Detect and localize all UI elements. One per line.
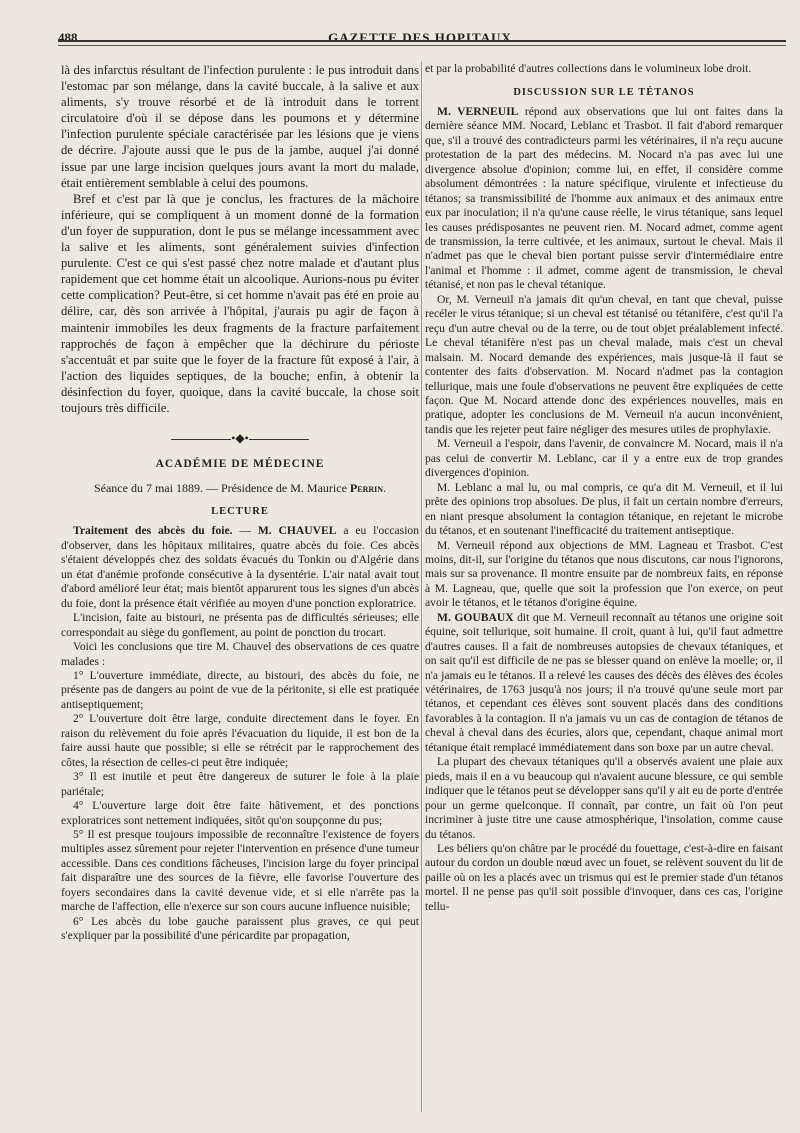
right-column [425,62,783,1117]
speaker-goubaux: M. GOUBAUX [437,610,514,624]
paragraph: Voici les conclusions que tire M. Chauvel des observations de ces quatre malades : [61,640,419,668]
list-item: 2° L'ouverture doit être large, conduite directement dans le foyer. En raison du relèvement du foie après l'évacuation du liquide, il est bon de la faire aussi haute que possible; si elle se rétrécit par le rapprochement des côtes, la résection de celles-ci peut être indiquée; [61,712,419,769]
paragraph-text: répond aux observations que lui ont faites dans la dernière séance MM. Nocard, Leblanc et Trasbot. Il fait d'abord remarquer que, s'il a trouvé des contradicteurs parmi les vétérinaires, il n'a reçu aucune protestation de la part des médecins. M. Nocard n'a pas avec lui une divergence absolue d'opinion; comme lui, en effet, il considère comme absolument démontrées : la nature spécifique, virulente et infectieuse du tétanos; sa transmissibilité de l'homme aux animaux et des animaux entre eux par inoculation; il n'a qu'une cause réelle, le virus tétanique, sans lequel les causes prédisposantes ne peuvent rien. M. Nocard admet, comme agent de transmission, la terre cultivée, et les animaux, surtout le cheval. Mais il n'admet pas que le cheval bien portant puisse servir d'intermédiaire entre l'animal et l'homme : il admet, comme agent de transmission, le cheval tétanisé, et non pas le cheval tétanique. [425,104,783,292]
paragraph: là des infarctus résultant de l'infection purulente : le pus introduit dans l'estomac par son mélange, dans la cavité buccale, à la salive et aux aliments, s'y trouve résorbé et de là introduit dans le torrent circulatoire d'où il se dépose dans les poumons et y détermine l'infection purulente spéciale caractérisée par les lésions que je viens de décrire. J'ajoute aussi que le pus de la jambe, auquel j'ai donné issue par une large incision quelques jours avant la mort du malade, était entièrement semblable à celui des poumons. [61,63,419,190]
list-item: 1° L'ouverture immédiate, directe, au bistouri, des abcès du foie, ne présente pas de dangers au point de vue de la péritonite, si elle est pratiquée antiseptiquement; [61,668,419,711]
paragraph: M. Verneuil a l'espoir, dans l'avenir, de convaincre M. Nocard, mais il n'a pas celui de convertir M. Leblanc, car il y a entre eux de trop grandes divergences d'opinion. [425,437,783,480]
paragraph: Or, M. Verneuil n'a jamais dit qu'un cheval, en tant que cheval, puisse recéler le virus tétanique; si un cheval est tétanisé ou tétanifère, c'est qu'il l'a reçu d'un autre cheval ou de la terre, ou de tout objet préalablement infecté. Le cheval tétanifère n'est pas un cheval malade, mais c'est un cheval malsain. M. Nocard demande des expériences, mais jusque-là il faut se contenter des faits d'observation. M. Nocard n'admet pas la contagion tellurique, mais une foule d'observations ne peuvent être expliquées de cette façon. Que M. Nocard attende donc des expériences nouvelles, mais en pratique, adopter les conclusions de M. Verneuil n'a aucun inconvénient, tandis que les rejeter peut faire négliger des mesures utiles de prophylaxie. [425,292,783,436]
section-title-discussion: DISCUSSION SUR LE TÉTANOS [513,87,695,99]
paragraph [425,105,783,293]
section-ornament: •◆• [61,430,419,446]
paragraph-text: dit que M. Verneuil reconnaît au tétanos une origine soit équine, soit tellurique, soit humaine. Il croit, quant à lui, qu'il faut admettre d'autres causes. Il a fait de nombreuses autopsies de chevaux tétaniques, et on sait qu'il est difficile de ne pas se blesser quand on enlève la moelle; or, il n'a jamais eu le tétanos. Il a relevé les causes des décès des élèves des écoles vétérinaires, de 1763 jusqu'à nos jours; il n'a trouvé qu'une seule mort par tétanos, et cependant ces élèves sont souvent placés dans des conditions favorables à la contagion. Il n'a jamais vu un cas de contagion de tétanos de cheval à cheval dans des écuries, alors que, cependant, chaque animal mort tétanique était remplacé immédiatement dans son boxe par un autre cheval. [425,610,783,754]
paragraph: M. Verneuil répond aux objections de MM. Lagneau et Trasbot. C'est moins, dit-il, sur l'origine du tétanos que nous discutons, car nous l'ignorons, mais sur sa provenance. Il montre ensuite par de nombreux faits, en réponse à M. Lagneau, que, quelle que soit la profession que l'on exerce, on peut avoir le tétanos, et le tétanos d'origine équine. [425,538,783,610]
page-number: 488 [58,30,78,45]
paragraph: La plupart des chevaux tétaniques qu'il a observés avaient une plaie aux pieds, mais il en a vu beaucoup qui n'avaient aucune blessure, ce qui semble indiquer que le tétanos peut se développer sans qu'il y ait eu de porte d'entrée pour un germe quelconque. Il connaît, par contre, un fait où l'on peut incriminer à juste titre une cause atmosphérique, l'insolation, comme cause du tétanos. [425,755,783,841]
running-title: GAZETTE DES HOPITAUX [328,30,512,45]
seance-line [61,480,419,496]
list-item: 3° Il est inutile et peut être dangereux de suturer le foie à la plaie pariétale; [61,770,419,798]
paragraph: Les béliers qu'on châtre par le procédé du fouettage, c'est-à-dire en faisant autour du cordon un double nœud avec un fouet, se relèvent souvent du lit de paille où on les a placés avec un trismus qui est le premier stade d'un tétanos mortel. Il ne pense pas qu'il soit possible d'invoquer, dans ces cas, l'origine tellu- [425,842,783,913]
seance-end: . [383,481,387,496]
column-divider [421,62,422,1112]
seance-text: Séance du 7 mai 1889. — Présidence de M. Maurice [93,481,350,496]
header-rule-thick [58,40,786,42]
list-item: 4° L'ouverture large doit être faite hâtivement, et des ponctions exploratrices sont nettement indiquées, sitôt qu'on soupçonne du pus; [61,799,419,827]
paragraph: Bref et c'est par là que je conclus, les fractures de la mâchoire inférieure, qui se compliquent à un moment donné de la formation d'un foyer de suppuration, dont le pus se mélange incessamment avec la salive et les aliments, sont généralement suivies d'infection purulente. C'est ce qui s'est passé chez notre malade et d'autant plus rapidement que cet homme était un alcoolique. Aurions-nous pu éviter cette complication? Peut-être, si cet homme n'avait pas été en proie au délire, car, dès son arrivée à l'hôpital, j'aurais pu agir de façon à maintenir immobiles les deux fragments de la fracture parfaitement rapprochés de façon à empêcher que la déchirure du périoste s'accentuât et par suite que le foyer de la fracture fût exposé à l'air, à l'action des liquides septiques, de la bouche; enfin, à obtenir la désinfection du foyer, quoique, dans la cavité buccale, la chose soit toujours très difficile. [61,191,419,415]
list-item: 5° Il est presque toujours impossible de reconnaître l'existence de foyers multiples assez sûrement pour rejeter l'intervention en présence d'une tumeur accessible. Dans ces conditions fâcheuses, l'incision large du foyer principal fait disparaître une des sources de la fièvre, elle favorise l'ouverture des foyers secondaires dans la cavité devenue vide, et si elle n'arrête pas la marche de l'affection, elle n'exerce sur son cours aucune influence nuisible; [61,827,419,914]
left-column [61,62,419,1117]
subsection-title-lecture: LECTURE [211,506,269,518]
speaker-verneuil: M. VERNEUIL [437,104,519,118]
paragraph: et par la probabilité d'autres collections dans le volumineux lobe droit. [425,62,752,75]
lecture-lead: Traitement des abcès du foie. [73,524,233,538]
paragraph: Traitement des abcès du foie. — M. CHAUVEL a eu l'occasion d'observer, dans les hôpitaux militaires, quatre abcès du foie. Ces abcès s'étaient développés chez des soldats évacués du Tonkin ou d'Algérie dans un état d'anémie profonde consécutive à la dysentérie. L'air natal avait tout d'abord amélioré leur état; mais bientôt apparurent tous les signes d'un abcès du foie, dont la présence était vérifiée au moyen d'une ponction exploratrice. [61,524,419,610]
section-title-academie: ACADÉMIE DE MÉDECINE [155,458,325,471]
page-header [58,14,782,54]
seance-president: Perrin [349,481,384,496]
paragraph [425,611,783,756]
list-item: 6° Les abcès du lobe gauche paraissent plus graves, ce qui peut s'expliquer par la possibilité d'une péricardite par propagation, [61,914,419,943]
header-rule-thin [58,45,786,46]
paragraph: L'incision, faite au bistouri, ne présenta pas de difficultés sérieuses; elle correspondait au siège du gonflement, au point de ponction du trocart. [61,611,419,639]
lecture-text: a eu l'occasion d'observer, dans les hôpitaux militaires, quatre abcès du foie. Ces abcès s'étaient développés chez des soldats évacués du Tonkin ou d'Algérie dans un état d'anémie profonde consécutive à la dysentérie. L'air natal avait tout d'abord amélioré leur état; mais bientôt apparurent tous les signes d'un abcès du foie, dont la présence était vérifiée au moyen d'une ponction exploratrice. [61,524,419,610]
paragraph: M. Leblanc a mal lu, ou mal compris, ce qu'a dit M. Verneuil, et il lui prête des opinions trop absolues. De plus, il fait un certain nombre d'erreurs, en niant presque absolument la contagion tétanique, en rejetant le microbe du tétanos, et en soutenant l'inefficacité du traitement antiseptique. [425,480,783,538]
lecture-author: M. CHAUVEL [257,524,337,538]
